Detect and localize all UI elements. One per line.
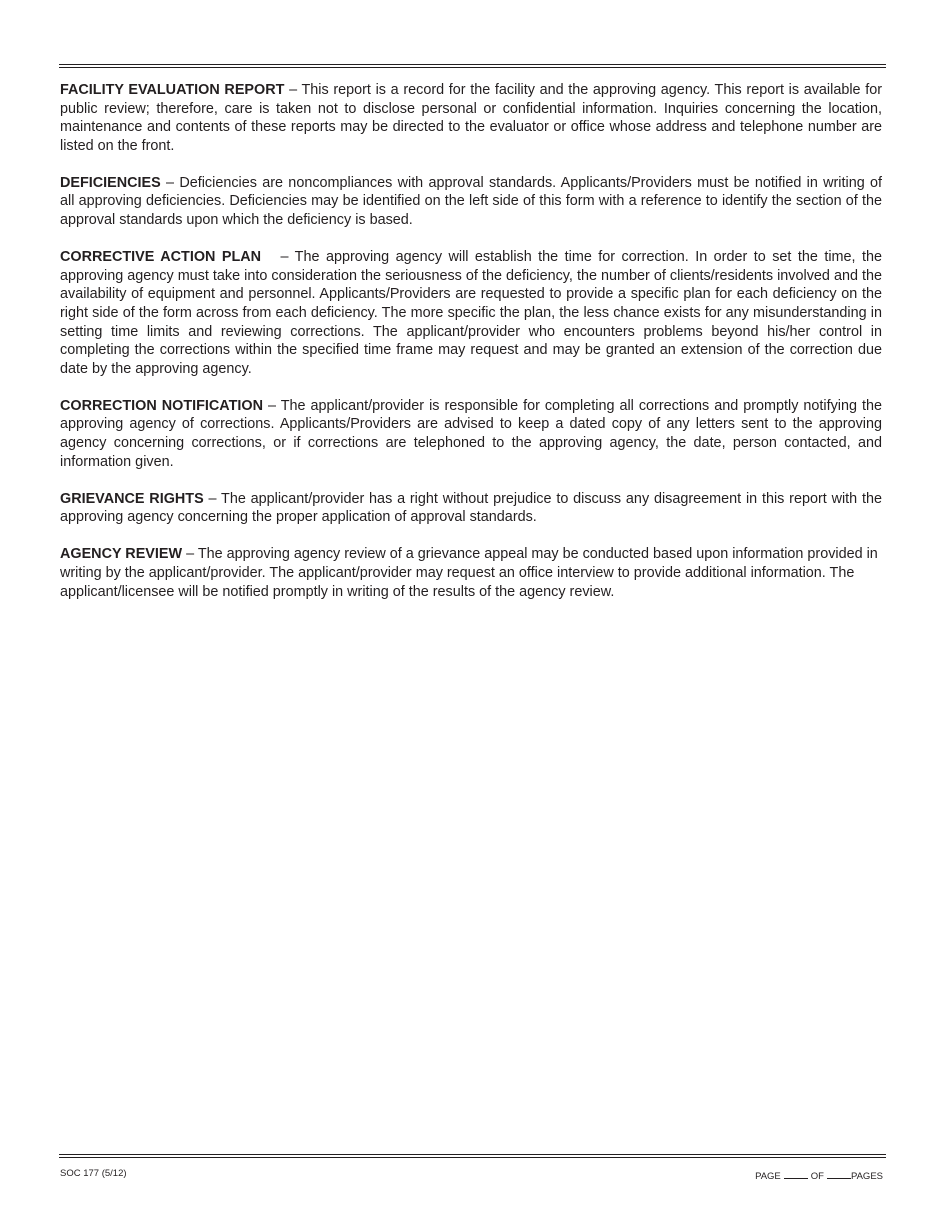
section-text: – This report is a record for the facility and the approving agency. This report is available for public review; therefore, care is taken not to disclose personal or confidential information. Inquiries concerning the location, maintenance and contents of these reports may be directed to the evaluator or office whose address and telephone number are listed on the front. — [60, 82, 882, 154]
section-correction-notification — [60, 397, 882, 471]
section-text: – The approving agency review of a grievance appeal may be conducted based upon information provided in writing by the applicant/provider. The applicant/provider may request an office interview to provide additional information. The applicant/licensee will be notified promptly in writing of the results of the agency review. — [60, 546, 878, 600]
section-heading: FACILITY EVALUATION REPORT — [60, 82, 285, 98]
section-heading: CORRECTION NOTIFICATION — [60, 397, 263, 414]
section-deficiencies — [60, 174, 882, 230]
section-corrective-action-plan — [60, 248, 886, 378]
section-heading: AGENCY REVIEW — [60, 546, 183, 563]
total-pages-blank[interactable] — [827, 1169, 851, 1179]
page-count — [755, 1169, 883, 1183]
bottom-double-rule — [59, 1154, 886, 1158]
section-heading: GRIEVANCE RIGHTS — [60, 490, 204, 507]
section-grievance-rights — [60, 490, 882, 527]
section-facility-evaluation-report — [60, 81, 882, 155]
page-number-blank[interactable] — [784, 1169, 808, 1179]
section-text: – The applicant/provider has a right without prejudice to discuss any disagreement in this report with the approving agency concerning the proper application of approval standards. — [60, 490, 882, 526]
page-label: PAGE — [755, 1171, 781, 1182]
section-agency-review — [60, 545, 882, 601]
section-heading: CORRECTIVE ACTION PLAN — [60, 249, 262, 266]
section-heading: DEFICIENCIES — [60, 174, 161, 191]
section-text: – The approving agency will establish the time for correction. In order to set the time, the approving agency must take into consideration the seriousness of the deficiency, the number of clients/residents involved and the availability of equipment and personnel. Applicants/Providers are requested to provide a specific plan for each deficiency on the right side of the form across from each deficiency. The more specific the plan, the less chance exists for any misunderstanding in setting time limits and reviewing corrections. The applicant/provider who encounters problems beyond his/her control in completing the corrections within the specified time frame may request and may be granted an extension of the correction due date by the approving agency. — [60, 249, 886, 377]
of-label: OF — [810, 1171, 824, 1182]
top-double-rule — [59, 64, 886, 68]
section-text: – Deficiencies are noncompliances with approval standards. Applicants/Providers must be notified in writing of all approving deficiencies. Deficiencies may be identified on the left side of this form with a reference to identify the section of the approval standards upon which the deficiency is based. — [60, 174, 882, 229]
form-id: SOC 177 (5/12) — [60, 1168, 127, 1179]
document-body — [60, 81, 886, 620]
pages-label: PAGES — [850, 1171, 883, 1182]
section-text: – The applicant/provider is responsible for completing all corrections and promptly notifying the approving agency of corrections. Applicants/Providers are advised to keep a dated copy of any letters sent to the approving agency concerning corrections, or if corrections are telephoned to the approving agency, the date, person contacted, and information given. — [60, 397, 882, 470]
